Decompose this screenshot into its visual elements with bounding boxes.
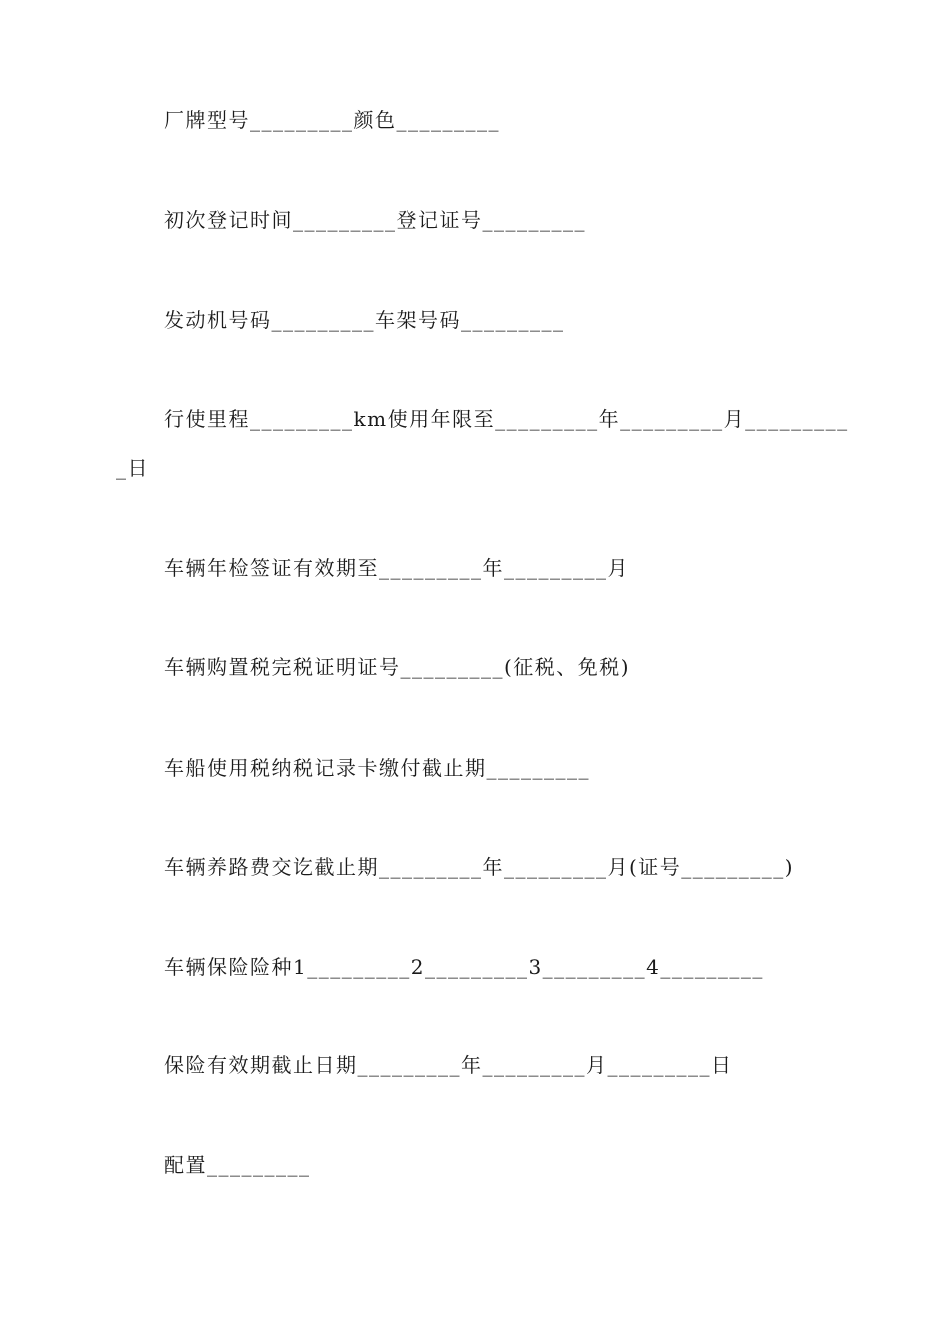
form-line-purchase-tax: 车辆购置税完税证明证号_________(征税、免税) xyxy=(164,655,631,679)
form-line-road-fee: 车辆养路费交讫截止期_________年_________月(证号_________) xyxy=(164,855,795,879)
form-line-engine-frame: 发动机号码_________车架号码_________ xyxy=(164,308,565,332)
form-line-configuration: 配置_________ xyxy=(164,1153,311,1177)
form-line-vessel-tax: 车船使用税纳税记录卡缴付截止期_________ xyxy=(164,756,590,780)
form-line-mileage: 行使里程_________km使用年限至_________年_________月_________ xyxy=(164,407,849,431)
form-line-annual-inspection: 车辆年检签证有效期至_________年_________月 xyxy=(164,556,629,580)
form-line-mileage-continued: _日 xyxy=(116,456,149,480)
form-line-insurance-expiry: 保险有效期截止日期_________年_________月_________日 xyxy=(164,1053,733,1077)
form-line-brand-model: 厂牌型号_________颜色_________ xyxy=(164,108,500,132)
form-line-registration: 初次登记时间_________登记证号_________ xyxy=(164,208,586,232)
form-line-insurance-types: 车辆保险险种1_________2_________3_________4_________ xyxy=(164,955,764,979)
